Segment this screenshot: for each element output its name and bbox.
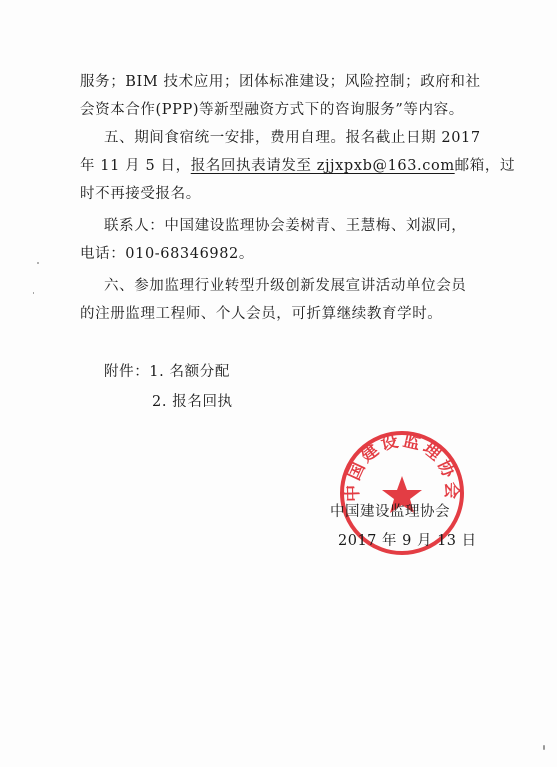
paragraph-line-6: 六、参加监理行业转型升级创新发展宣讲活动单位会员 <box>104 278 467 294</box>
scan-speck <box>543 745 545 750</box>
paragraph-line-4 <box>80 154 515 175</box>
paragraph-line-3: 五、期间食宿统一安排，费用自理。报名截止日期 2017 <box>104 130 481 146</box>
signature-org: 中国建设监理协会 <box>330 504 450 520</box>
attachment-line-1: 附件：1. 名额分配 <box>104 364 230 380</box>
email-suffix-text: 邮箱，过 <box>454 158 516 174</box>
paragraph-line-1: 服务；BIM 技术应用；团体标准建设；风险控制；政府和社 <box>80 74 481 90</box>
scan-speck <box>33 292 34 294</box>
signature-date: 2017 年 9 月 13 日 <box>338 533 477 549</box>
attachment-line-2: 2. 报名回执 <box>152 394 233 410</box>
paragraph-line-2: 会资本合作(PPP)等新型融资方式下的咨询服务”等内容。 <box>80 102 464 118</box>
phone-line: 电话：010-68346982。 <box>80 246 254 262</box>
contact-line: 联系人：中国建设监理协会姜树青、王慧梅、刘淑同， <box>104 218 467 234</box>
deadline-date-text: 年 11 月 5 日， <box>80 158 191 174</box>
scan-speck <box>37 262 39 264</box>
svg-text:中国建设监理协会: 中国建设监理协会 <box>342 430 462 503</box>
email-instruction-link[interactable]: 报名回执表请发至 zjjxpxb@163.com <box>190 158 455 174</box>
paragraph-line-5: 时不再接受报名。 <box>80 186 201 202</box>
paragraph-line-7: 的注册监理工程师、个人会员，可折算继续教育学时。 <box>80 306 443 322</box>
